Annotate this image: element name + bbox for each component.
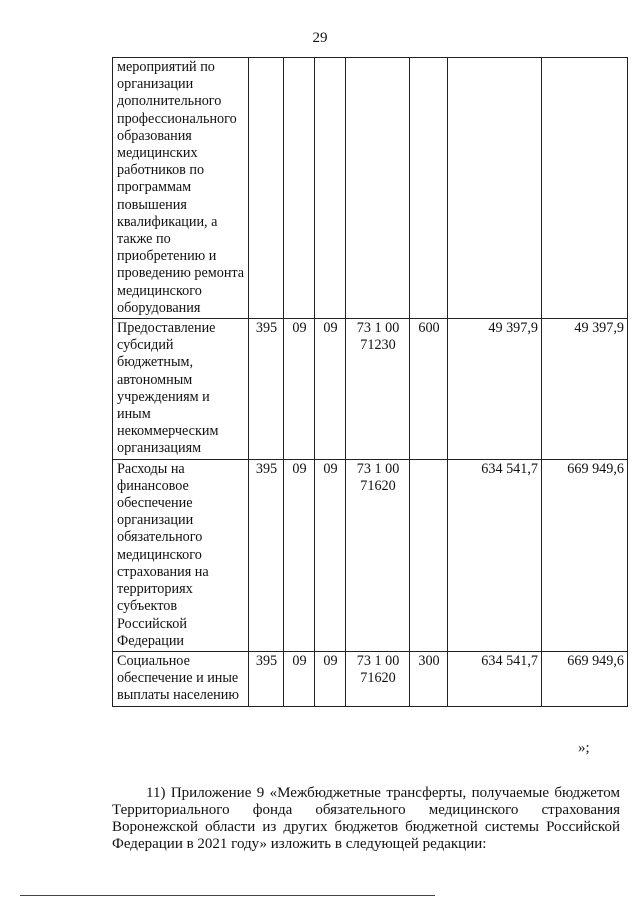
amount-2021-cell: 634 541,7 bbox=[448, 651, 542, 706]
section-cell: 09 bbox=[284, 319, 315, 460]
code-cell bbox=[249, 58, 284, 319]
target-article-cell: 73 1 00 71230 bbox=[346, 319, 410, 460]
section-cell bbox=[284, 58, 315, 319]
page-number: 29 bbox=[312, 30, 328, 46]
budget-table bbox=[112, 57, 628, 707]
table-row bbox=[113, 651, 628, 706]
row-name: мероприятий по организации дополнительного профессионального образования медицинских работников по программам повышения квалификации, а также по приобретению и проведению ремонта медицинского оборудования bbox=[113, 58, 249, 319]
subsection-cell: 09 bbox=[315, 651, 346, 706]
amount-2021-cell: 49 397,9 bbox=[448, 319, 542, 460]
table-row bbox=[113, 319, 628, 460]
row-name: Расходы на финансовое обеспечение организации обязательного медицинского страхования на территориях субъектов Российской Федерации bbox=[113, 459, 249, 651]
bottom-divider bbox=[20, 895, 435, 896]
code-cell: 395 bbox=[249, 459, 284, 651]
subsection-cell: 09 bbox=[315, 459, 346, 651]
table-row bbox=[113, 459, 628, 651]
row-name: Предоставление субсидий бюджетным, автономным учреждениям и иным некоммерческим организациям bbox=[113, 319, 249, 460]
expense-type-cell bbox=[410, 459, 448, 651]
expense-type-cell: 300 bbox=[410, 651, 448, 706]
subsection-cell: 09 bbox=[315, 319, 346, 460]
section-cell: 09 bbox=[284, 651, 315, 706]
amount-2022-cell: 669 949,6 bbox=[542, 651, 628, 706]
expense-type-cell: 600 bbox=[410, 319, 448, 460]
target-article-cell bbox=[346, 58, 410, 319]
code-cell: 395 bbox=[249, 651, 284, 706]
amount-2021-cell: 634 541,7 bbox=[448, 459, 542, 651]
section-cell: 09 bbox=[284, 459, 315, 651]
closing-quote-mark: »; bbox=[578, 740, 590, 756]
code-cell: 395 bbox=[249, 319, 284, 460]
amendment-paragraph: 11) Приложение 9 «Межбюджетные трансферты, получаемые бюджетом Территориального фонда обязательного медицинского страхования Воронежской области из других бюджетов бюджетной системы Российской Федерации в 2021 году» изложить в следующей редакции: bbox=[112, 785, 620, 852]
amount-2022-cell bbox=[542, 58, 628, 319]
amount-2021-cell bbox=[448, 58, 542, 319]
table-row bbox=[113, 58, 628, 319]
target-article-cell: 73 1 00 71620 bbox=[346, 459, 410, 651]
subsection-cell bbox=[315, 58, 346, 319]
row-name: Социальное обеспечение и иные выплаты населению bbox=[113, 651, 249, 706]
amount-2022-cell: 669 949,6 bbox=[542, 459, 628, 651]
target-article-cell: 73 1 00 71620 bbox=[346, 651, 410, 706]
expense-type-cell bbox=[410, 58, 448, 319]
amount-2022-cell: 49 397,9 bbox=[542, 319, 628, 460]
